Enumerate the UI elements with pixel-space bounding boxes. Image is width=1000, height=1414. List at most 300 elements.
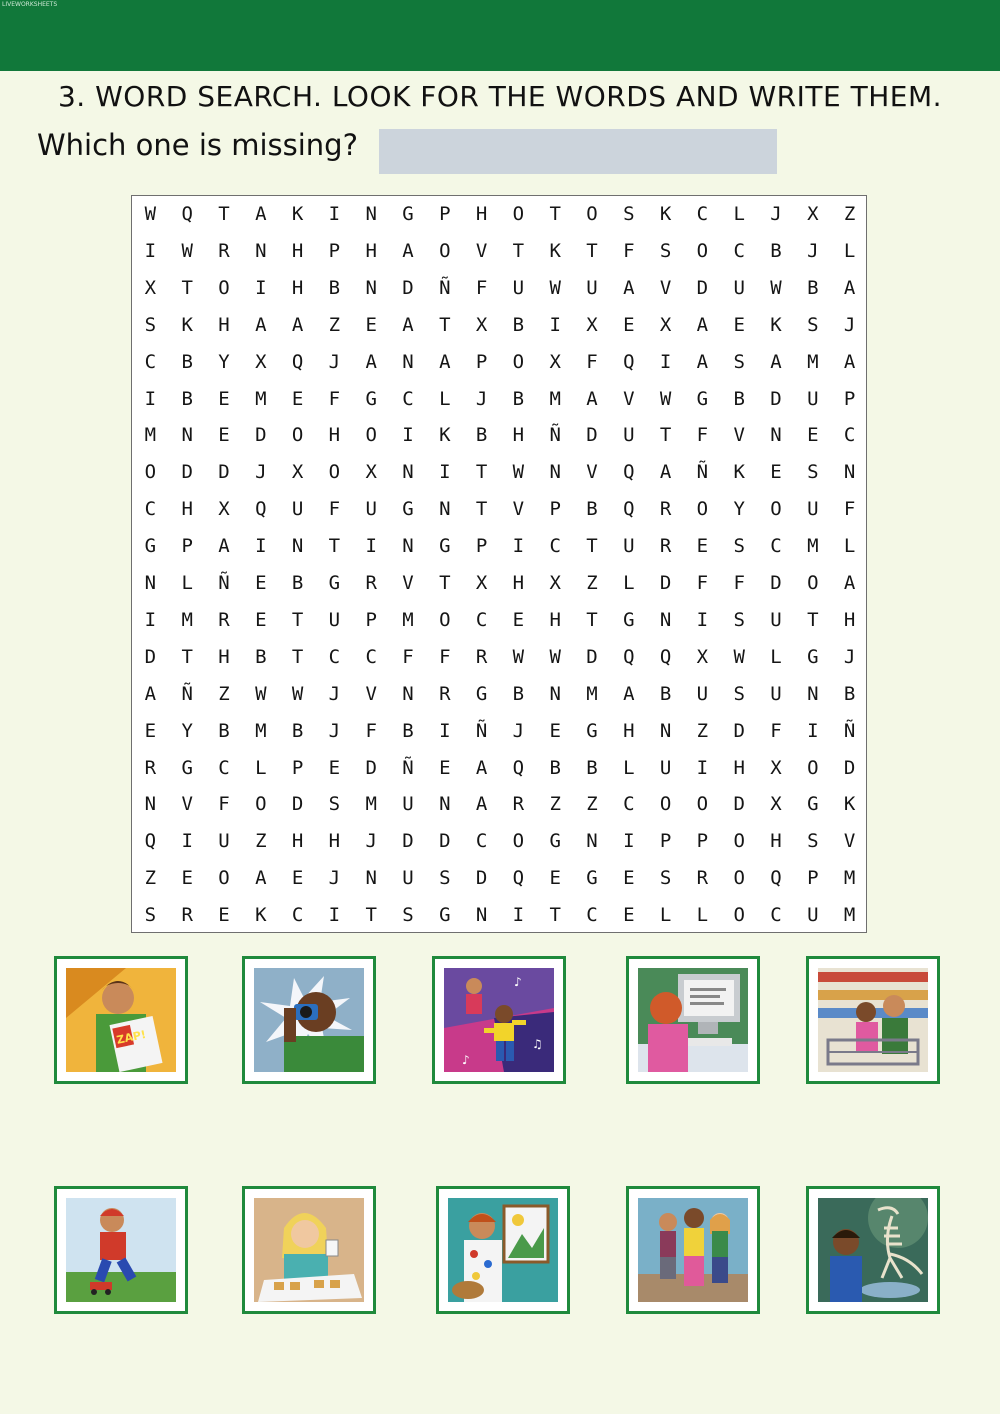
grid-letter[interactable]: Z (843, 203, 856, 225)
grid-letter[interactable]: E (807, 424, 819, 447)
grid-letter[interactable]: E (770, 461, 782, 484)
grid-letter[interactable]: H (512, 424, 525, 447)
grid-letter[interactable]: A (255, 867, 267, 890)
grid-letter[interactable]: K (291, 203, 304, 225)
grid-letter[interactable]: A (843, 276, 856, 299)
grid-letter[interactable]: G (807, 793, 819, 816)
grid-letter[interactable]: T (475, 461, 488, 484)
grid-letter[interactable]: I (144, 239, 157, 262)
grid-letter[interactable]: B (807, 276, 819, 299)
grid-letter[interactable]: S (807, 313, 819, 336)
grid-letter[interactable]: I (807, 719, 819, 742)
grid-letter[interactable]: Y (733, 498, 745, 521)
grid-letter[interactable]: E (623, 904, 635, 927)
grid-letter[interactable]: H (291, 239, 304, 262)
grid-letter[interactable]: S (659, 239, 672, 262)
grid-letter[interactable]: S (807, 830, 819, 853)
grid-letter[interactable]: W (181, 239, 193, 262)
grid-letter[interactable]: O (439, 608, 451, 631)
grid-letter[interactable]: E (512, 608, 525, 631)
grid-letter[interactable]: W (512, 645, 525, 668)
grid-letter[interactable]: O (733, 904, 745, 927)
grid-letter[interactable]: A (402, 313, 414, 336)
grid-letter[interactable]: D (586, 424, 598, 447)
grid-letter[interactable]: M (549, 387, 561, 410)
grid-letter[interactable]: I (181, 830, 193, 853)
grid-letter[interactable]: H (181, 498, 193, 521)
grid-letter[interactable]: Q (144, 830, 157, 853)
grid-letter[interactable]: I (328, 904, 341, 927)
grid-letter[interactable]: P (475, 350, 488, 373)
grid-letter[interactable]: W (291, 682, 304, 705)
grid-letter[interactable]: V (475, 239, 488, 262)
grid-letter[interactable]: F (623, 239, 635, 262)
grid-letter[interactable]: U (733, 276, 745, 299)
grid-letter[interactable]: X (696, 645, 709, 668)
grid-letter[interactable]: S (733, 535, 745, 558)
grid-letter[interactable]: I (255, 535, 267, 558)
grid-letter[interactable]: Z (696, 719, 709, 742)
grid-letter[interactable]: I (623, 830, 635, 853)
grid-letter[interactable]: Y (218, 350, 230, 373)
grid-letter[interactable]: M (255, 719, 267, 742)
grid-letter[interactable]: M (402, 608, 414, 631)
grid-letter[interactable]: Y (181, 719, 193, 742)
grid-letter[interactable]: P (549, 498, 561, 521)
grid-letter[interactable]: V (659, 276, 672, 299)
grid-letter[interactable]: P (475, 535, 488, 558)
grid-letter[interactable]: P (181, 535, 193, 558)
grid-letter[interactable]: N (402, 461, 414, 484)
grid-letter[interactable]: J (843, 313, 856, 336)
grid-letter[interactable]: X (770, 756, 782, 779)
grid-letter[interactable]: N (770, 424, 782, 447)
grid-letter[interactable]: D (843, 756, 856, 779)
grid-letter[interactable]: D (659, 572, 672, 594)
grid-letter[interactable]: T (807, 608, 819, 631)
grid-letter[interactable]: F (770, 719, 782, 742)
grid-letter[interactable]: B (512, 313, 525, 336)
grid-letter[interactable]: M (807, 350, 819, 373)
grid-letter[interactable]: V (402, 572, 414, 594)
grid-letter[interactable]: T (586, 239, 598, 262)
grid-letter[interactable]: B (255, 645, 267, 668)
grid-letter[interactable]: G (402, 498, 414, 521)
grid-letter[interactable]: I (696, 756, 709, 779)
grid-letter[interactable]: N (365, 203, 377, 225)
grid-letter[interactable]: F (843, 498, 856, 521)
grid-letter[interactable]: P (807, 867, 819, 890)
grid-letter[interactable]: D (770, 387, 782, 410)
grid-letter[interactable]: C (770, 535, 782, 558)
grid-letter[interactable]: C (402, 387, 414, 410)
grid-letter[interactable]: Q (291, 350, 304, 373)
grid-letter[interactable]: B (291, 719, 304, 742)
grid-letter[interactable]: M (807, 535, 819, 558)
grid-letter[interactable]: J (255, 461, 267, 484)
grid-letter[interactable]: N (549, 682, 561, 705)
grid-letter[interactable]: L (181, 572, 193, 594)
grid-letter[interactable]: X (144, 276, 157, 299)
grid-letter[interactable]: L (843, 535, 856, 558)
grid-letter[interactable]: M (181, 608, 193, 631)
grid-letter[interactable]: D (255, 424, 267, 447)
grid-letter[interactable]: J (328, 350, 341, 373)
grid-letter[interactable]: U (328, 608, 341, 631)
grid-letter[interactable]: T (439, 572, 451, 594)
grid-letter[interactable]: O (733, 867, 745, 890)
grid-letter[interactable]: H (512, 572, 525, 594)
grid-letter[interactable]: N (144, 793, 157, 816)
grid-letter[interactable]: A (623, 682, 635, 705)
grid-letter[interactable]: C (623, 793, 635, 816)
grid-letter[interactable]: I (365, 535, 377, 558)
grid-letter[interactable]: A (402, 239, 414, 262)
grid-letter[interactable]: P (659, 830, 672, 853)
grid-letter[interactable]: T (586, 608, 598, 631)
grid-letter[interactable]: T (549, 203, 561, 225)
grid-letter[interactable]: A (439, 350, 451, 373)
grid-letter[interactable]: Ñ (549, 424, 561, 447)
grid-letter[interactable]: M (144, 424, 157, 447)
grid-letter[interactable]: Q (623, 498, 635, 521)
grid-letter[interactable]: B (328, 276, 341, 299)
grid-letter[interactable]: A (843, 350, 856, 373)
grid-letter[interactable]: B (402, 719, 414, 742)
grid-letter[interactable]: H (291, 276, 304, 299)
grid-letter[interactable]: Z (586, 572, 598, 594)
grid-letter[interactable]: J (328, 682, 341, 705)
grid-letter[interactable]: S (733, 682, 745, 705)
grid-letter[interactable]: B (770, 239, 782, 262)
grid-letter[interactable]: L (733, 203, 745, 225)
grid-letter[interactable]: T (549, 904, 561, 927)
grid-letter[interactable]: I (512, 904, 525, 927)
grid-letter[interactable]: M (255, 387, 267, 410)
grid-letter[interactable]: F (475, 276, 488, 299)
grid-letter[interactable]: N (659, 719, 672, 742)
grid-letter[interactable]: U (807, 498, 819, 521)
grid-letter[interactable]: O (807, 756, 819, 779)
grid-letter[interactable]: P (696, 830, 709, 853)
grid-letter[interactable]: H (328, 424, 341, 447)
grid-letter[interactable]: M (843, 867, 856, 890)
grid-letter[interactable]: E (291, 867, 304, 890)
grid-letter[interactable]: E (623, 867, 635, 890)
grid-letter[interactable]: S (733, 608, 745, 631)
grid-letter[interactable]: X (586, 313, 598, 336)
grid-letter[interactable]: F (696, 424, 709, 447)
grid-letter[interactable]: H (218, 313, 230, 336)
grid-letter[interactable]: Z (144, 867, 157, 890)
grid-letter[interactable]: W (144, 203, 157, 225)
grid-letter[interactable]: K (549, 239, 561, 262)
grid-letter[interactable]: N (144, 572, 157, 594)
grid-letter[interactable]: E (365, 313, 377, 336)
grid-letter[interactable]: U (770, 682, 782, 705)
grid-letter[interactable]: C (328, 645, 341, 668)
grid-letter[interactable]: X (218, 498, 230, 521)
grid-letter[interactable]: U (402, 867, 414, 890)
grid-letter[interactable]: E (144, 719, 157, 742)
grid-letter[interactable]: F (365, 719, 377, 742)
grid-letter[interactable]: W (733, 645, 745, 668)
grid-letter[interactable]: D (733, 793, 745, 816)
grid-letter[interactable]: O (733, 830, 745, 853)
grid-letter[interactable]: U (291, 498, 304, 521)
grid-letter[interactable]: D (733, 719, 745, 742)
grid-letter[interactable]: O (807, 572, 819, 594)
grid-letter[interactable]: C (144, 350, 157, 373)
grid-letter[interactable]: O (770, 498, 782, 521)
grid-letter[interactable]: U (659, 756, 672, 779)
grid-letter[interactable]: D (586, 645, 598, 668)
grid-letter[interactable]: Z (255, 830, 267, 853)
grid-letter[interactable]: G (144, 535, 157, 558)
grid-letter[interactable]: R (365, 572, 377, 594)
grid-letter[interactable]: V (512, 498, 525, 521)
grid-letter[interactable]: T (181, 276, 193, 299)
grid-letter[interactable]: D (181, 461, 193, 484)
grid-letter[interactable]: G (402, 203, 414, 225)
grid-letter[interactable]: X (549, 350, 561, 373)
grid-letter[interactable]: Ñ (439, 276, 451, 299)
grid-letter[interactable]: F (402, 645, 414, 668)
grid-letter[interactable]: R (659, 498, 672, 521)
grid-letter[interactable]: L (843, 239, 856, 262)
grid-letter[interactable]: G (549, 830, 561, 853)
grid-letter[interactable]: O (365, 424, 377, 447)
grid-letter[interactable]: A (696, 313, 709, 336)
grid-letter[interactable]: Q (255, 498, 267, 521)
grid-letter[interactable]: V (623, 387, 635, 410)
grid-letter[interactable]: D (402, 276, 414, 299)
grid-letter[interactable]: X (659, 313, 672, 336)
grid-letter[interactable]: K (255, 904, 267, 927)
grid-letter[interactable]: R (659, 535, 672, 558)
grid-letter[interactable]: D (770, 572, 782, 594)
missing-word-input[interactable] (379, 129, 777, 174)
grid-letter[interactable]: H (365, 239, 377, 262)
grid-letter[interactable]: O (328, 461, 341, 484)
grid-letter[interactable]: T (181, 645, 193, 668)
grid-letter[interactable]: I (144, 387, 157, 410)
grid-letter[interactable]: K (181, 313, 193, 336)
grid-letter[interactable]: X (475, 313, 488, 336)
grid-letter[interactable]: U (696, 682, 709, 705)
grid-letter[interactable]: E (733, 313, 745, 336)
grid-letter[interactable]: I (549, 313, 561, 336)
grid-letter[interactable]: C (843, 424, 856, 447)
grid-letter[interactable]: N (439, 793, 451, 816)
grid-letter[interactable]: X (291, 461, 304, 484)
grid-letter[interactable]: A (144, 682, 157, 705)
grid-letter[interactable]: S (623, 203, 635, 225)
grid-letter[interactable]: X (255, 350, 267, 373)
grid-letter[interactable]: Q (623, 350, 635, 373)
grid-letter[interactable]: V (586, 461, 598, 484)
grid-letter[interactable]: L (255, 756, 267, 779)
grid-letter[interactable]: C (586, 904, 598, 927)
grid-letter[interactable]: O (439, 239, 451, 262)
grid-letter[interactable]: O (218, 276, 230, 299)
grid-letter[interactable]: S (733, 350, 745, 373)
grid-letter[interactable]: E (328, 756, 341, 779)
grid-letter[interactable]: Ñ (181, 682, 193, 705)
grid-letter[interactable]: O (512, 203, 525, 225)
grid-letter[interactable]: G (586, 867, 598, 890)
grid-letter[interactable]: F (328, 387, 341, 410)
grid-letter[interactable]: X (807, 203, 819, 225)
grid-letter[interactable]: B (586, 756, 598, 779)
grid-letter[interactable]: N (843, 461, 856, 484)
grid-letter[interactable]: E (549, 719, 561, 742)
grid-letter[interactable]: B (843, 682, 856, 705)
grid-letter[interactable]: Q (512, 756, 525, 779)
grid-letter[interactable]: B (181, 350, 193, 373)
grid-letter[interactable]: D (439, 830, 451, 853)
grid-letter[interactable]: J (328, 867, 341, 890)
grid-letter[interactable]: U (402, 793, 414, 816)
grid-letter[interactable]: I (402, 424, 414, 447)
grid-letter[interactable]: O (696, 239, 709, 262)
grid-letter[interactable]: K (843, 793, 856, 816)
grid-letter[interactable]: O (586, 203, 598, 225)
grid-letter[interactable]: H (475, 203, 488, 225)
grid-letter[interactable]: C (475, 608, 488, 631)
grid-letter[interactable]: J (843, 645, 856, 668)
grid-letter[interactable]: I (439, 461, 451, 484)
grid-letter[interactable]: R (475, 645, 488, 668)
grid-letter[interactable]: Q (512, 867, 525, 890)
grid-letter[interactable]: K (733, 461, 745, 484)
grid-letter[interactable]: N (255, 239, 267, 262)
grid-letter[interactable]: I (328, 203, 341, 225)
grid-letter[interactable]: G (807, 645, 819, 668)
grid-letter[interactable]: R (144, 756, 157, 779)
grid-letter[interactable]: T (659, 424, 672, 447)
grid-letter[interactable]: H (770, 830, 782, 853)
grid-letter[interactable]: A (843, 572, 856, 594)
grid-letter[interactable]: I (144, 608, 157, 631)
grid-letter[interactable]: Ñ (843, 719, 856, 742)
grid-letter[interactable]: P (365, 608, 377, 631)
grid-letter[interactable]: O (218, 867, 230, 890)
grid-letter[interactable]: T (218, 203, 230, 225)
grid-letter[interactable]: Q (659, 645, 672, 668)
grid-letter[interactable]: R (181, 904, 193, 927)
grid-letter[interactable]: N (586, 830, 598, 853)
grid-letter[interactable]: W (255, 682, 267, 705)
grid-letter[interactable]: N (365, 867, 377, 890)
grid-letter[interactable]: C (733, 239, 745, 262)
grid-letter[interactable]: K (439, 424, 451, 447)
grid-letter[interactable]: G (439, 904, 451, 927)
grid-letter[interactable]: O (512, 350, 525, 373)
grid-letter[interactable]: X (549, 572, 561, 594)
grid-letter[interactable]: C (770, 904, 782, 927)
grid-letter[interactable]: X (475, 572, 488, 594)
grid-letter[interactable]: Ñ (218, 572, 230, 594)
grid-letter[interactable]: B (291, 572, 304, 594)
grid-letter[interactable]: D (402, 830, 414, 853)
grid-letter[interactable]: G (623, 608, 635, 631)
grid-letter[interactable]: F (586, 350, 598, 373)
grid-letter[interactable]: W (512, 461, 525, 484)
grid-letter[interactable]: Ñ (402, 756, 414, 779)
grid-letter[interactable]: N (402, 535, 414, 558)
grid-letter[interactable]: R (439, 682, 451, 705)
grid-letter[interactable]: P (439, 203, 451, 225)
grid-letter[interactable]: R (218, 239, 230, 262)
grid-letter[interactable]: T (586, 535, 598, 558)
grid-letter[interactable]: V (843, 830, 856, 853)
grid-letter[interactable]: A (659, 461, 672, 484)
grid-letter[interactable]: B (475, 424, 488, 447)
grid-letter[interactable]: E (255, 572, 267, 594)
grid-letter[interactable]: C (144, 498, 157, 521)
grid-letter[interactable]: C (365, 645, 377, 668)
grid-letter[interactable]: J (512, 719, 525, 742)
grid-letter[interactable]: H (623, 719, 635, 742)
grid-letter[interactable]: U (218, 830, 230, 853)
grid-letter[interactable]: H (733, 756, 745, 779)
grid-letter[interactable]: I (439, 719, 451, 742)
grid-letter[interactable]: E (181, 867, 193, 890)
grid-letter[interactable]: J (365, 830, 377, 853)
grid-letter[interactable]: S (807, 461, 819, 484)
grid-letter[interactable]: O (291, 424, 304, 447)
grid-letter[interactable]: U (623, 424, 635, 447)
grid-letter[interactable]: Q (623, 461, 635, 484)
grid-letter[interactable]: G (586, 719, 598, 742)
grid-letter[interactable]: M (365, 793, 377, 816)
grid-letter[interactable]: Q (623, 645, 635, 668)
grid-letter[interactable]: P (328, 239, 341, 262)
grid-letter[interactable]: B (181, 387, 193, 410)
grid-letter[interactable]: I (512, 535, 525, 558)
grid-letter[interactable]: P (291, 756, 304, 779)
grid-letter[interactable]: U (512, 276, 525, 299)
grid-letter[interactable]: E (623, 313, 635, 336)
grid-letter[interactable]: N (439, 498, 451, 521)
grid-letter[interactable]: G (365, 387, 377, 410)
grid-letter[interactable]: S (659, 867, 672, 890)
grid-letter[interactable]: B (218, 719, 230, 742)
grid-letter[interactable]: N (181, 424, 193, 447)
grid-letter[interactable]: H (328, 830, 341, 853)
grid-letter[interactable]: U (807, 387, 819, 410)
grid-letter[interactable]: J (475, 387, 488, 410)
grid-letter[interactable]: W (549, 276, 561, 299)
grid-letter[interactable]: K (659, 203, 672, 225)
grid-letter[interactable]: A (255, 203, 267, 225)
grid-letter[interactable]: S (144, 904, 157, 927)
grid-letter[interactable]: C (291, 904, 304, 927)
grid-letter[interactable]: N (475, 904, 488, 927)
grid-letter[interactable]: N (365, 276, 377, 299)
grid-letter[interactable]: O (144, 461, 157, 484)
grid-letter[interactable]: N (402, 682, 414, 705)
grid-letter[interactable]: D (144, 645, 157, 668)
grid-letter[interactable]: A (586, 387, 598, 410)
grid-letter[interactable]: T (439, 313, 451, 336)
grid-letter[interactable]: A (770, 350, 782, 373)
grid-letter[interactable]: L (623, 756, 635, 779)
grid-letter[interactable]: F (439, 645, 451, 668)
grid-letter[interactable]: A (365, 350, 377, 373)
grid-letter[interactable]: O (659, 793, 672, 816)
